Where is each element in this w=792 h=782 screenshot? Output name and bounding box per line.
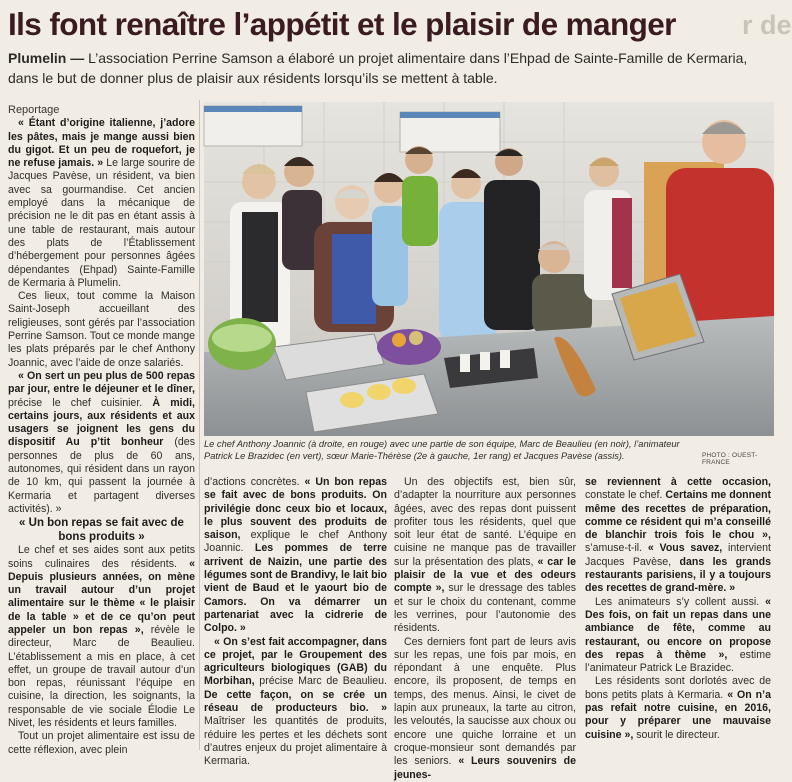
paragraph: « Étant d’origine italienne, j’adore les pâtes, mais je mange aussi bien du gigot. Et un peu de roquefort, je ne refuse jamais. » Le large sourire de Jacques Pavèse, un résident, va bien avec sa gourmandise. Cet ancien employé dans la mécanique de précision ne le dit pas en étant assis à une table de restaurant, mais autour des plats de l’Établissement d’hébergement pour personnes âgées dépendantes (Ehpad) Sainte-Famille de Kermaria à Plumelin.: [8, 117, 195, 289]
headline: Ils font renaître l’appétit et le plaisir de manger: [8, 6, 676, 42]
dateline: Plumelin —: [8, 50, 85, 66]
paragraph: se reviennent à cette occasion, constate le chef. Certains me donnent même des recettes de préparation, comme ce résident qui m’a conseillé de blanchir trois fois le chou », s’amuse-t-il. « Vous savez, intervient Jacques Pavèse, dans les grands restaurants parisiens, il y a toujours des recettes de grand-mère. »: [585, 476, 771, 595]
column-1: [8, 104, 195, 757]
column-2: [204, 476, 387, 769]
standfirst: [8, 48, 768, 88]
paragraph: Tout un projet alimentaire est issu de cette réflexion, avec plein: [8, 730, 195, 756]
paragraph: Les animateurs s’y collent aussi. « Des fois, on fait un repas dans une ambiance de fête, comme au restaurant, ou encore on propose des repas à thème », estime l’animateur Patrick Le Brazidec.: [585, 595, 771, 675]
standfirst-text: L’association Perrine Samson a élaboré un projet alimentaire dans l’Ehpad de Sainte-Famille de Kermaria, dans le but de donner plus de plaisir aux résidents lorsqu’ils se mettent à table.: [8, 50, 748, 86]
photo-credit: PHOTO : OUEST-FRANCE: [702, 452, 758, 466]
paragraph: Ces derniers font part de leurs avis sur les repas, une fois par mois, en répondant à une enquête. Plus encore, ils proposent, de temps en temps, des menus. Ainsi, le civet de lapin aux pruneaux, la tarte au citron, les veloutés, la saucisse aux choux ou encore une quiche lorraine et un croque-monsieur sont demandés par les seniors. « Leurs souvenirs de jeunes-: [394, 635, 576, 781]
column-4: [585, 476, 771, 742]
paragraph: Un des objectifs est, bien sûr, d’adapter la nourriture aux personnes âgées, avec des repas dont puissent profiter tous les résidents, quel que soit leur état de santé. L’équipe en cuisine ne manque pas de travailler sur la présentation des plats, « car le plaisir de la vue et des odeurs compte », sur le dressage des tables et sur le choix du contenant, comme les verrines, pour l’autonomie des résidents.: [394, 476, 577, 635]
paragraph: « On s’est fait accompagner, dans ce projet, par le Groupement des agriculteurs biologiques (GAB) du Morbihan, précise Marc de Beaulieu. De cette façon, on se crée un réseau de producteurs bio. » Maîtriser les quantités de produits, réduire les pertes et les déchets sont d’autres enjeux du projet alimentaire à Kermaria.: [204, 635, 387, 768]
adjacent-headline-fragment: r de: [742, 10, 792, 40]
pull-quote: « Un bon repas se fait avec de bons produits »: [19, 517, 184, 544]
column-rule: [199, 100, 200, 750]
paragraph: « On sert un peu plus de 500 repas par jour, entre le déjeuner et le dîner, précise le chef cuisinier. À midi, certains jours, aux résidents et aux usagers se joignent les gens du dispositif Au p’tit bonheur (des personnes de plus de 60 ans, autonomes, qui résident dans un rayon de 10 km, qui passent la journée à Kermaria et partagent diverses activités). »: [8, 369, 195, 515]
paragraph: Les résidents sont dorlotés avec de bons petits plats à Kermaria. « On n’a pas refait notre cuisine, en 2016, pour y préparer une mauvaise cuisine », sourit le directeur.: [585, 675, 771, 741]
paragraph: d’actions concrètes. « Un bon repas se fait avec de bons produits. On privilégie donc ceux bio et locaux, le plus souvent des produits de saison, explique le chef Anthony Joannic. Les pommes de terre arrivent de Naizin, une partie des légumes sont de Brandivy, le lait bio vient de Baud et le yaourt bio de Camors. On va démarrer un partenariat avec la cidrerie de Colpo. »: [204, 476, 387, 635]
rubric-label: Reportage: [8, 104, 60, 116]
team-photo: [204, 102, 774, 436]
paragraph: Ces lieux, tout comme la Maison Saint-Joseph accueillant des religieuses, sont gérés par l’association Perrine Samson. Tout ce monde mange les plats préparés par le chef Anthony Joannic, avec l’aide de onze salariés.: [8, 290, 195, 369]
kitchen-team-illustration: [204, 102, 774, 436]
column-3: [394, 476, 576, 782]
photo-caption: Le chef Anthony Joannic (à droite, en rouge) avec une partie de son équipe, Marc de Beaulieu (en noir), l’animateur Patrick Le Brazidec (en vert), sœur Marie-Thérèse (2e à gauche, 1er rang) et Jacques Pavèse (assis).: [204, 439, 680, 461]
paragraph: Le chef et ses aides sont aux petits soins culinaires des résidents. « Depuis plusieurs années, on mène un travail autour d’un projet alimentaire sur le thème « le plaisir de la table » et de ce qu’on peut appeler un bon repas », révèle le directeur, Marc de Beaulieu. L’établissement a mis en place, à cet effet, un groupe de travail autour d’un bon repas, réunissant l’équipe en cuisine, la direction, les soignants, la responsable de vie sociale Élodie Le Nivet, les résidents et leurs familles.: [8, 544, 195, 730]
